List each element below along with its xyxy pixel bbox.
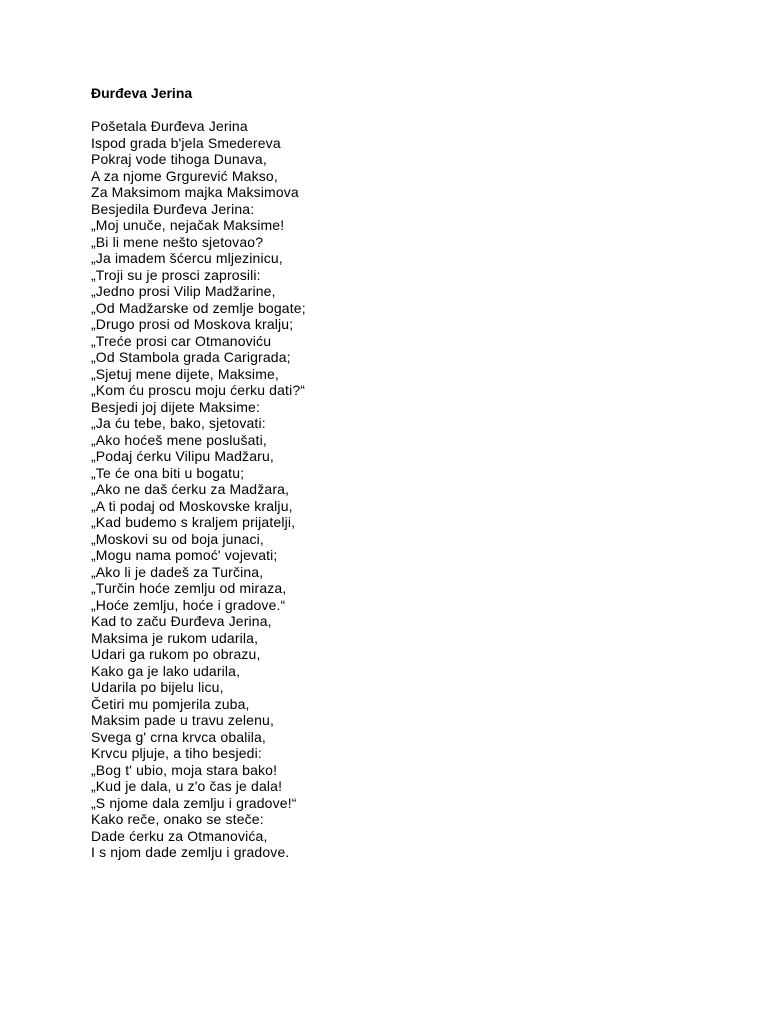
poem-line: Besjedi joj dijete Maksime: bbox=[91, 398, 261, 415]
poem-line: „Moj unuče, nejačak Maksime! bbox=[91, 217, 285, 233]
poem-line: „Troji su je prosci zaprosili: bbox=[91, 266, 261, 283]
poem-line: „Moskovi su od boja junaci, bbox=[91, 530, 264, 547]
poem-line: „Sjetuj mene dijete, Maksime, bbox=[91, 365, 279, 382]
poem-line: Kad to začu Đurđeva Jerina, bbox=[91, 613, 272, 629]
poem-line: „Kud je dala, u z'o čas je dala! bbox=[91, 778, 283, 794]
poem-line: Za Maksimom majka Maksimova bbox=[91, 184, 299, 200]
poem-line: Kako reče, onako se steče: bbox=[91, 811, 264, 827]
poem-line: „Ja ću tebe, bako, sjetovati: bbox=[91, 415, 266, 431]
poem-line: Maksim pade u travu zelenu, bbox=[91, 712, 275, 728]
poem-line: Kako ga je lako udarila, bbox=[91, 662, 241, 679]
poem-line: Ispod grada b'jela Smedereva bbox=[91, 134, 281, 151]
poem-line: Svega g' crna krvca obalila, bbox=[91, 728, 266, 745]
poem-line: Pokraj vode tihoga Dunava, bbox=[91, 151, 267, 167]
poem-line: „Od Madžarske od zemlje bogate; bbox=[91, 299, 306, 316]
poem-line: „Te će ona biti u bogatu; bbox=[91, 464, 245, 481]
poem-line: „Kom ću proscu moju ćerku dati?“ bbox=[91, 382, 306, 398]
poem-line: „Ako li je dadeš za Turčina, bbox=[91, 563, 264, 580]
poem-line: Krvcu pljuje, a tiho besjedi: bbox=[91, 745, 262, 761]
poem-line: „Ja imadem šćercu mljezinicu, bbox=[91, 250, 283, 266]
poem-line: Udari ga rukom po obrazu, bbox=[91, 646, 261, 662]
poem-line: I s njom dade zemlju i gradove. bbox=[91, 844, 290, 860]
poem-line: „Ako hoćeš mene poslušati, bbox=[91, 431, 267, 448]
poem-line: A za njome Grgurević Makso, bbox=[91, 167, 278, 184]
poem-line: Dade ćerku za Otmanovića, bbox=[91, 827, 268, 844]
poem-line: Udarila po bijelu licu, bbox=[91, 679, 224, 695]
poem-line: „Treće prosi car Otmanoviću bbox=[91, 332, 272, 349]
poem-line: „Mogu nama pomoć' vojevati; bbox=[91, 547, 278, 563]
poem-line: „Hoće zemlju, hoće i gradove.“ bbox=[91, 596, 286, 613]
poem-line: „Kad budemo s kraljem prijatelji, bbox=[91, 514, 296, 530]
poem-line: „Bi li mene nešto sjetovao? bbox=[91, 233, 264, 250]
poem-line: „S njome dala zemlju i gradove!“ bbox=[91, 794, 297, 811]
poem-line: Besjedila Đurđeva Jerina: bbox=[91, 200, 255, 217]
poem-line: Četiri mu pomjerila zuba, bbox=[91, 695, 250, 712]
poem-line: „Turčin hoće zemlju od miraza, bbox=[91, 580, 287, 596]
poem-line: „Ako ne daš ćerku za Madžara, bbox=[91, 481, 290, 497]
poem-body bbox=[91, 118, 306, 861]
poem-line: „Drugo prosi od Moskova kralju; bbox=[91, 316, 294, 332]
poem-line: „Podaj ćerku Vilipu Madžaru, bbox=[91, 448, 274, 464]
poem-line: Maksima je rukom udarila, bbox=[91, 629, 259, 646]
poem-line: Pošetala Đurđeva Jerina bbox=[91, 118, 248, 134]
poem-line: „Od Stambola grada Carigrada; bbox=[91, 349, 291, 365]
poem-line: „Jedno prosi Vilip Madžarine, bbox=[91, 283, 276, 299]
poem-title: Đurđeva Jerina bbox=[91, 85, 193, 101]
poem-line: „A ti podaj od Moskovske kralju, bbox=[91, 497, 293, 514]
poem-line: „Bog t' ubio, moja stara bako! bbox=[91, 761, 278, 778]
